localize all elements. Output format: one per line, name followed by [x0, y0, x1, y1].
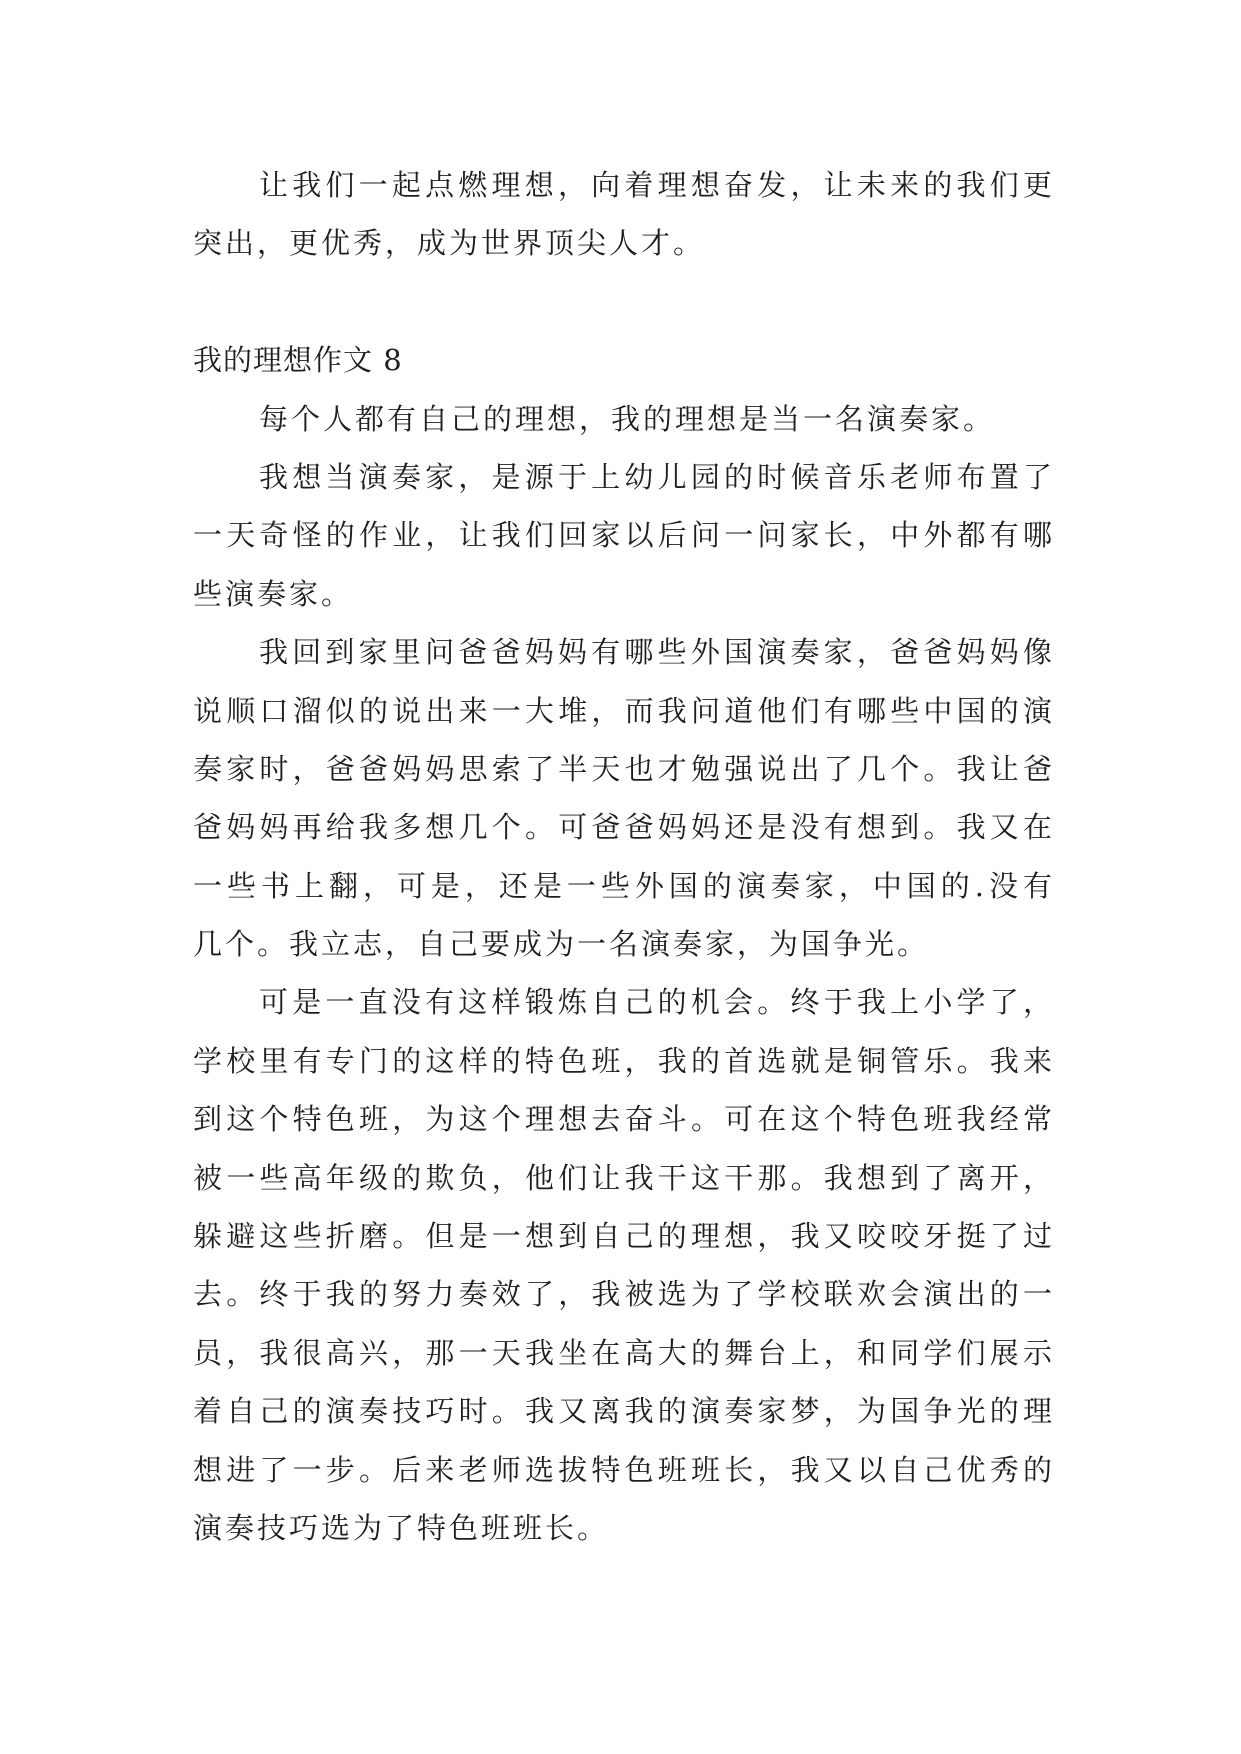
text-line: 我回到家里问爸爸妈妈有哪些外国演奏家，爸爸妈妈像	[259, 635, 1055, 670]
text-line: 去。终于我的努力奏效了，我被选为了学校联欢会演出的一	[193, 1277, 1055, 1312]
continuation-paragraph	[193, 156, 1055, 273]
text-line: 员，我很高兴，那一天我坐在高大的舞台上，和同学们展示	[193, 1335, 1055, 1370]
paragraph	[193, 623, 1055, 973]
text-line: 一些书上翻，可是，还是一些外国的演奏家，中国的.没有	[193, 868, 1055, 903]
text-line: 些演奏家。	[193, 576, 354, 611]
text-line: 被一些高年级的欺负，他们让我干这干那。我想到了离开，	[193, 1160, 1055, 1195]
text-line: 到这个特色班，为这个理想去奋斗。可在这个特色班我经常	[193, 1102, 1055, 1137]
document-body	[193, 156, 1055, 1557]
text-line: 每个人都有自己的理想，我的理想是当一名演奏家。	[259, 401, 996, 436]
text-line: 让我们一起点燃理想，向着理想奋发，让未来的我们更	[259, 168, 1055, 202]
paragraph	[193, 973, 1055, 1557]
text-line: 一天奇怪的作业，让我们回家以后问一问家长，中外都有哪	[193, 518, 1055, 553]
text-line: 想进了一步。后来老师选拔特色班班长，我又以自己优秀的	[193, 1452, 1055, 1487]
text-line: 几个。我立志，自己要成为一名演奏家，为国争光。	[193, 927, 930, 962]
paragraph	[193, 390, 1055, 448]
text-line: 奏家时，爸爸妈妈思索了半天也才勉强说出了几个。我让爸	[193, 751, 1055, 786]
text-line: 突出，更优秀，成为世界顶尖人才。	[193, 226, 706, 261]
text-line: 躲避这些折磨。但是一想到自己的理想，我又咬咬牙挺了过	[193, 1219, 1055, 1254]
text-line: 学校里有专门的这样的特色班，我的首选就是铜管乐。我来	[193, 1043, 1055, 1078]
text-line: 着自己的演奏技巧时。我又离我的演奏家梦，为国争光的理	[193, 1394, 1055, 1429]
section-spacer	[193, 273, 1055, 331]
paragraph	[193, 448, 1055, 623]
text-line: 可是一直没有这样锻炼自己的机会。终于我上小学了，	[259, 985, 1055, 1020]
text-line: 爸妈妈再给我多想几个。可爸爸妈妈还是没有想到。我又在	[193, 810, 1055, 845]
text-line: 演奏技巧选为了特色班班长。	[193, 1510, 610, 1545]
essay-title: 我的理想作文 8	[193, 343, 403, 378]
text-line: 说顺口溜似的说出来一大堆，而我问道他们有哪些中国的演	[193, 693, 1055, 728]
text-line: 我想当演奏家，是源于上幼儿园的时候音乐老师布置了	[259, 459, 1055, 494]
